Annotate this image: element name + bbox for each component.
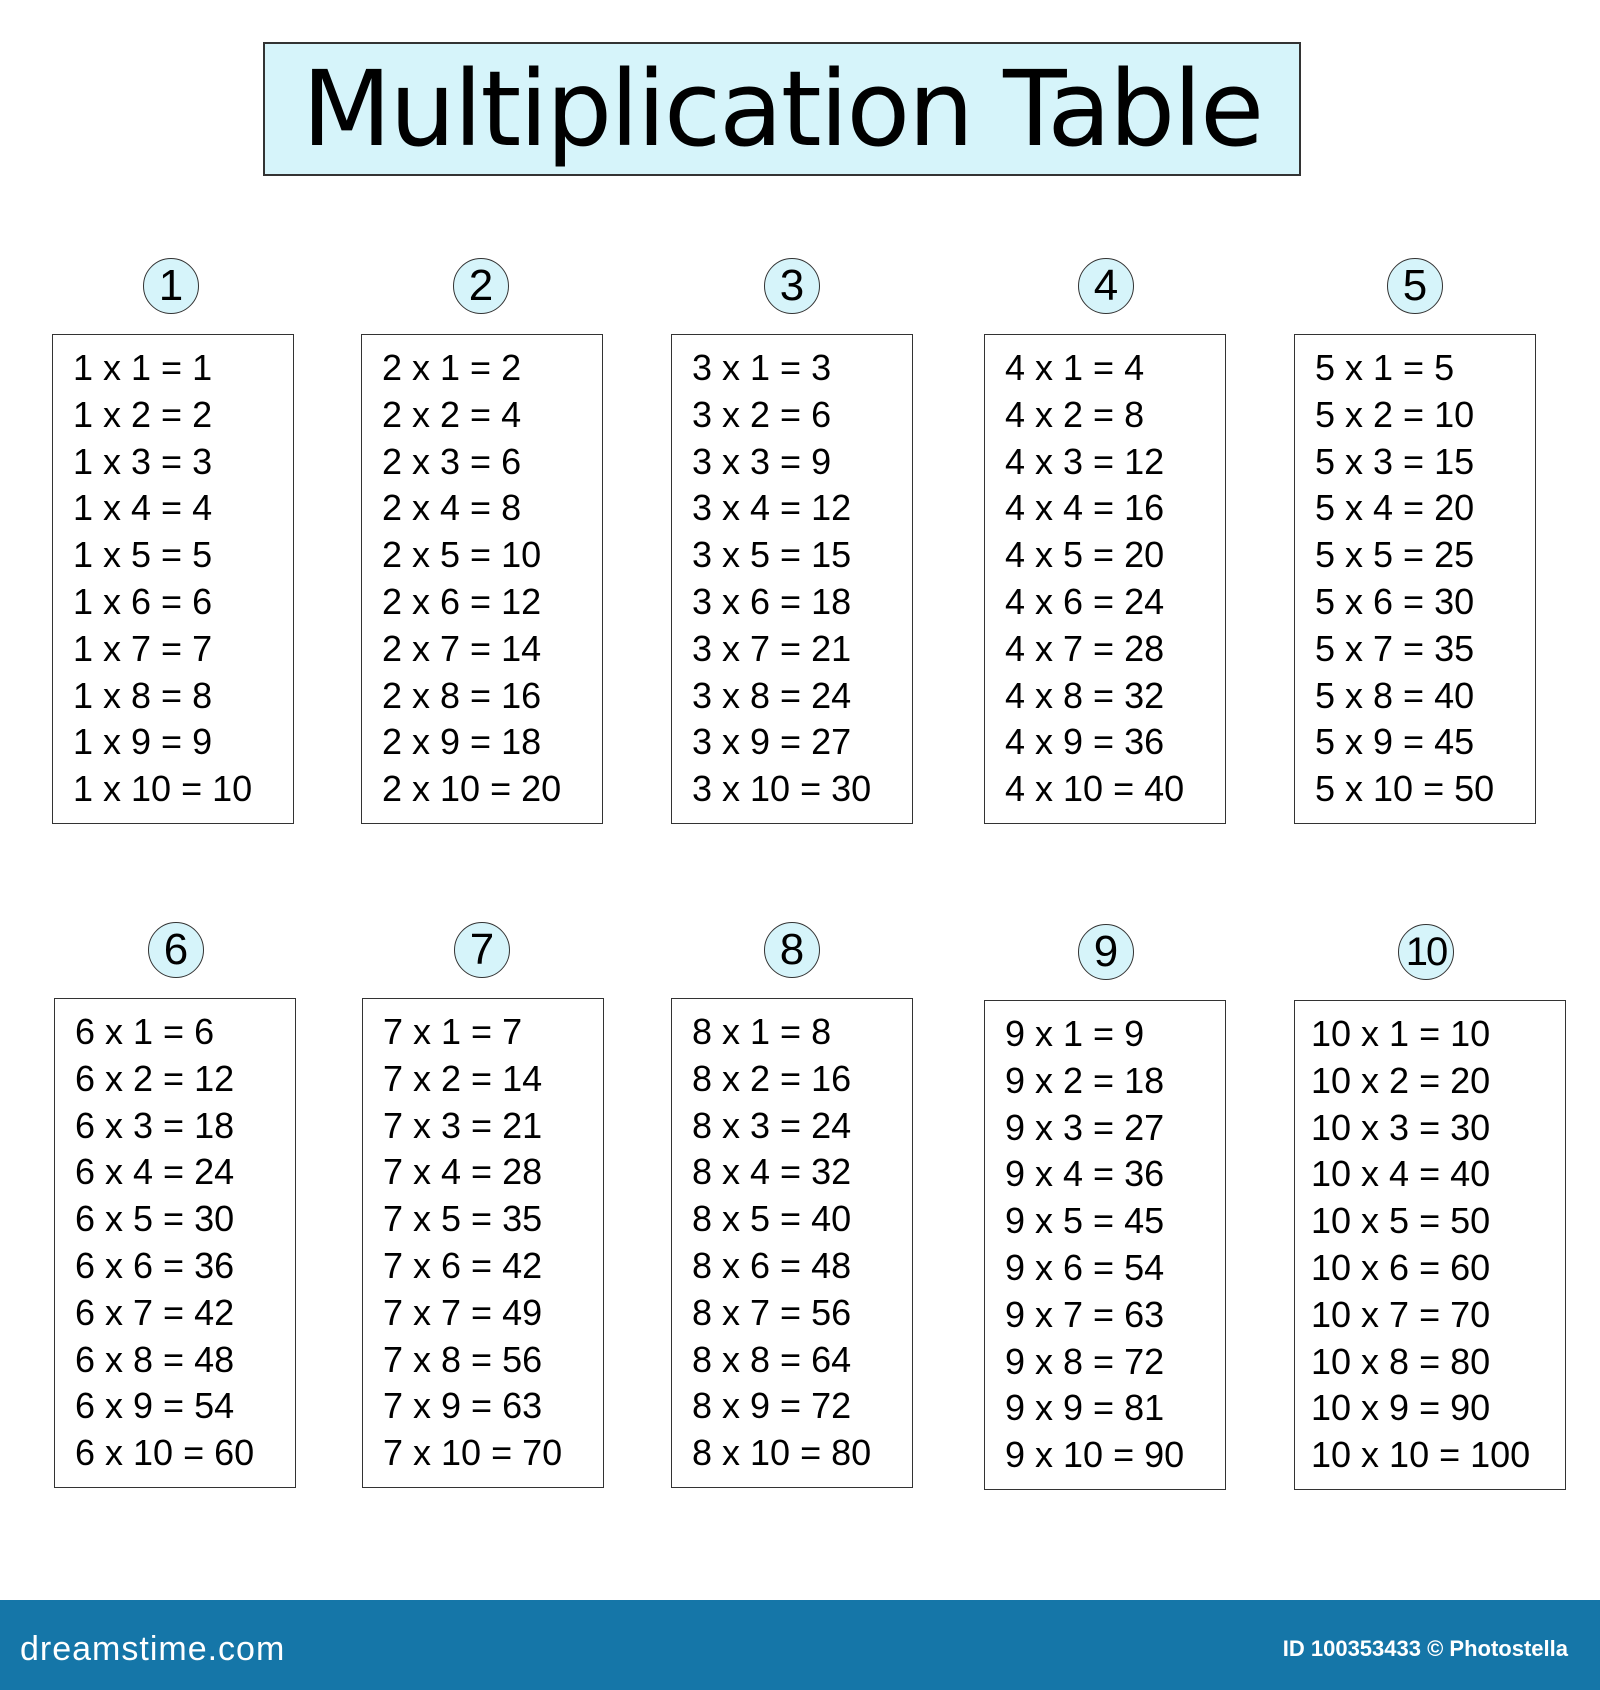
- table-row: 4 x 4 = 16: [1005, 487, 1165, 529]
- table-row: 10 x 4 = 40: [1311, 1153, 1491, 1195]
- table-row: 10 x 5 = 50: [1311, 1200, 1491, 1242]
- table-row: 2 x 9 = 18: [382, 721, 542, 763]
- table-card: [671, 334, 913, 824]
- table-row: 3 x 4 = 12: [692, 487, 852, 529]
- table-row: 5 x 9 = 45: [1315, 721, 1475, 763]
- table-row: 7 x 1 = 7: [383, 1011, 523, 1052]
- table-row: 6 x 5 = 30: [75, 1198, 235, 1240]
- footer-brand: dreamstime.com: [20, 1629, 286, 1668]
- table-row: 8 x 3 = 24: [692, 1104, 852, 1146]
- table-card: [984, 334, 1226, 824]
- table-card: [54, 998, 296, 1488]
- table-row: 3 x 5 = 15: [692, 534, 852, 576]
- table-row: 8 x 1 = 8: [692, 1011, 832, 1052]
- table-row: 8 x 2 = 16: [692, 1057, 852, 1099]
- table-row: 9 x 6 = 54: [1005, 1246, 1165, 1288]
- table-row: 5 x 6 = 30: [1315, 580, 1475, 622]
- table-row: 10 x 9 = 90: [1311, 1387, 1491, 1429]
- table-row: 7 x 6 = 42: [383, 1244, 543, 1286]
- table-row: 3 x 6 = 18: [692, 580, 852, 622]
- table-row: 5 x 5 = 25: [1315, 534, 1475, 576]
- table-row: 8 x 7 = 56: [692, 1291, 852, 1333]
- table-row: 3 x 9 = 27: [692, 721, 852, 763]
- table-row: 9 x 4 = 36: [1005, 1153, 1165, 1195]
- table-row: 6 x 3 = 18: [75, 1104, 235, 1146]
- table-row: 9 x 1 = 9: [1005, 1013, 1145, 1054]
- table-row: 1 x 6 = 6: [73, 580, 213, 622]
- table-row: 7 x 5 = 35: [383, 1198, 543, 1240]
- table-card: [671, 998, 913, 1488]
- table-row: 9 x 2 = 18: [1005, 1059, 1165, 1101]
- table-row: 5 x 2 = 10: [1315, 393, 1475, 435]
- table-number-badge: 8: [764, 922, 820, 978]
- table-row: 10 x 10 = 100: [1311, 1434, 1531, 1476]
- table-card: [1294, 334, 1536, 824]
- table-row: 2 x 4 = 8: [382, 487, 522, 529]
- table-row: 3 x 3 = 9: [692, 440, 832, 482]
- table-row: 1 x 4 = 4: [73, 487, 213, 529]
- table-row: 6 x 6 = 36: [75, 1244, 235, 1286]
- table-row: 4 x 3 = 12: [1005, 440, 1165, 482]
- table-row: 3 x 2 = 6: [692, 393, 832, 435]
- table-row: 9 x 10 = 90: [1005, 1434, 1185, 1476]
- table-number-badge: 2: [453, 258, 509, 314]
- table-row: 6 x 7 = 42: [75, 1291, 235, 1333]
- table-row: 4 x 9 = 36: [1005, 721, 1165, 763]
- table-row: 7 x 9 = 63: [383, 1385, 543, 1427]
- table-row: 9 x 8 = 72: [1005, 1340, 1165, 1382]
- table-row: 4 x 8 = 32: [1005, 674, 1165, 716]
- table-row: 8 x 4 = 32: [692, 1151, 852, 1193]
- table-row: 2 x 1 = 2: [382, 347, 522, 388]
- footer-credit: ID 100353433 © Photostella: [1282, 1636, 1568, 1661]
- table-row: 1 x 10 = 10: [73, 768, 253, 810]
- table-row: 4 x 5 = 20: [1005, 534, 1165, 576]
- table-row: 7 x 7 = 49: [383, 1291, 543, 1333]
- table-card: [52, 334, 294, 824]
- table-card: [984, 1000, 1226, 1490]
- table-row: 7 x 4 = 28: [383, 1151, 543, 1193]
- table-row: 7 x 3 = 21: [383, 1104, 543, 1146]
- table-row: 6 x 8 = 48: [75, 1338, 235, 1380]
- table-card: [1294, 1000, 1566, 1490]
- table-row: 5 x 7 = 35: [1315, 627, 1475, 669]
- table-row: 8 x 10 = 80: [692, 1432, 872, 1474]
- table-row: 9 x 9 = 81: [1005, 1387, 1165, 1429]
- table-row: 4 x 10 = 40: [1005, 768, 1185, 810]
- table-card: [362, 998, 604, 1488]
- table-row: 6 x 2 = 12: [75, 1057, 235, 1099]
- table-row: 1 x 5 = 5: [73, 534, 213, 576]
- table-number-badge: 6: [148, 922, 204, 978]
- table-row: 2 x 6 = 12: [382, 580, 542, 622]
- table-row: 3 x 7 = 21: [692, 627, 852, 669]
- table-row: 4 x 1 = 4: [1005, 347, 1145, 388]
- table-row: 7 x 10 = 70: [383, 1432, 563, 1474]
- table-row: 5 x 4 = 20: [1315, 487, 1475, 529]
- table-row: 7 x 2 = 14: [383, 1057, 543, 1099]
- footer-bar: [0, 1600, 1600, 1690]
- table-row: 6 x 9 = 54: [75, 1385, 235, 1427]
- page-title: Multiplication Table: [301, 48, 1263, 170]
- table-number-badge: 9: [1078, 924, 1134, 980]
- table-row: 2 x 5 = 10: [382, 534, 542, 576]
- table-row: 5 x 3 = 15: [1315, 440, 1475, 482]
- title-box: [263, 42, 1301, 176]
- table-row: 10 x 3 = 30: [1311, 1106, 1491, 1148]
- table-number-badge: 3: [764, 258, 820, 314]
- table-row: 6 x 1 = 6: [75, 1011, 215, 1052]
- table-number-badge: 1: [143, 258, 199, 314]
- table-row: 3 x 10 = 30: [692, 768, 872, 810]
- table-row: 6 x 4 = 24: [75, 1151, 235, 1193]
- table-row: 1 x 8 = 8: [73, 674, 213, 716]
- table-row: 2 x 2 = 4: [382, 393, 522, 435]
- table-row: 9 x 7 = 63: [1005, 1293, 1165, 1335]
- table-row: 5 x 10 = 50: [1315, 768, 1495, 810]
- table-row: 3 x 1 = 3: [692, 347, 832, 388]
- table-row: 10 x 7 = 70: [1311, 1293, 1491, 1335]
- table-row: 2 x 3 = 6: [382, 440, 522, 482]
- table-row: 6 x 10 = 60: [75, 1432, 255, 1474]
- table-row: 1 x 3 = 3: [73, 440, 213, 482]
- table-row: 10 x 2 = 20: [1311, 1059, 1491, 1101]
- table-row: 8 x 6 = 48: [692, 1244, 852, 1286]
- table-row: 1 x 1 = 1: [73, 347, 213, 388]
- table-number-badge: 5: [1387, 258, 1443, 314]
- table-row: 7 x 8 = 56: [383, 1338, 543, 1380]
- table-row: 4 x 2 = 8: [1005, 393, 1145, 435]
- table-number-badge: 4: [1078, 258, 1134, 314]
- table-row: 1 x 2 = 2: [73, 393, 213, 435]
- table-row: 8 x 8 = 64: [692, 1338, 852, 1380]
- table-row: 10 x 8 = 80: [1311, 1340, 1491, 1382]
- table-row: 1 x 9 = 9: [73, 721, 213, 763]
- table-row: 9 x 5 = 45: [1005, 1200, 1165, 1242]
- table-row: 10 x 1 = 10: [1311, 1013, 1491, 1054]
- table-row: 5 x 8 = 40: [1315, 674, 1475, 716]
- table-row: 10 x 6 = 60: [1311, 1246, 1491, 1288]
- table-row: 1 x 7 = 7: [73, 627, 213, 669]
- table-row: 3 x 8 = 24: [692, 674, 852, 716]
- table-number-badge: 10: [1398, 924, 1454, 980]
- table-row: 8 x 5 = 40: [692, 1198, 852, 1240]
- table-row: 5 x 1 = 5: [1315, 347, 1455, 388]
- table-row: 2 x 7 = 14: [382, 627, 542, 669]
- table-row: 4 x 7 = 28: [1005, 627, 1165, 669]
- table-card: [361, 334, 603, 824]
- table-row: 2 x 8 = 16: [382, 674, 542, 716]
- table-row: 8 x 9 = 72: [692, 1385, 852, 1427]
- table-number-badge: 7: [454, 922, 510, 978]
- table-row: 4 x 6 = 24: [1005, 580, 1165, 622]
- table-row: 9 x 3 = 27: [1005, 1106, 1165, 1148]
- table-row: 2 x 10 = 20: [382, 768, 562, 810]
